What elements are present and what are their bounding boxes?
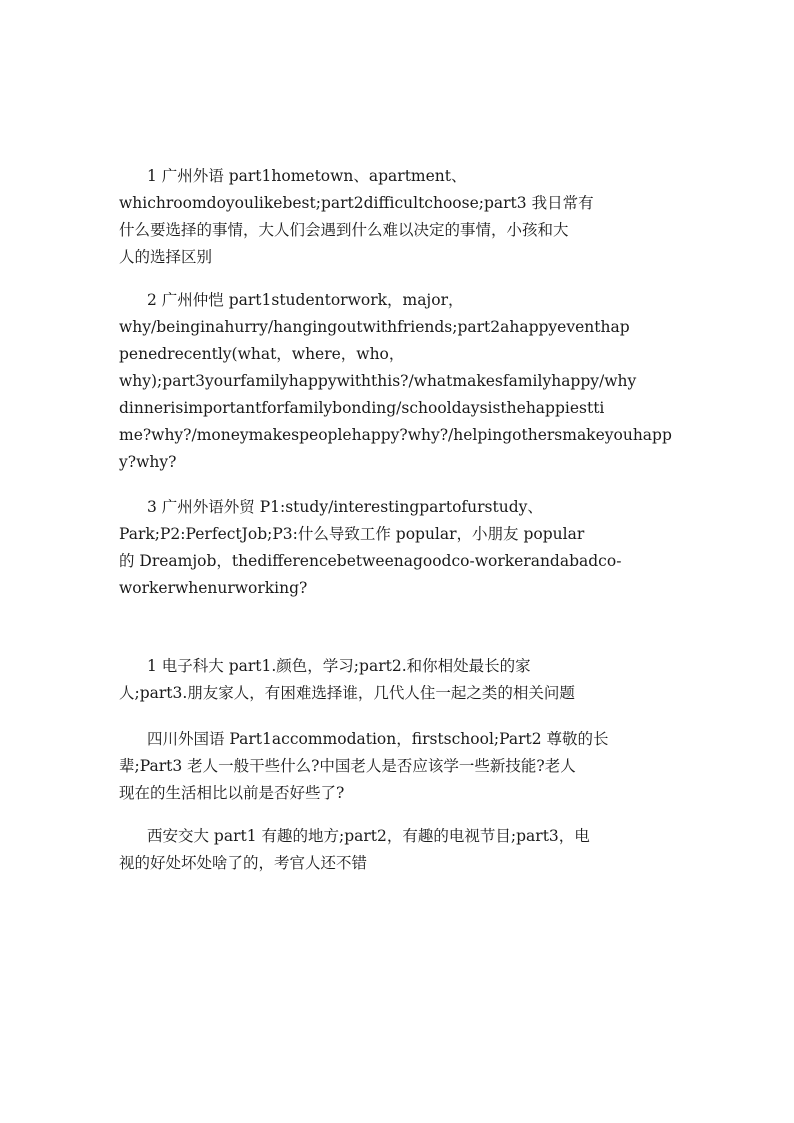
text-line: workerwhenurworking? (119, 579, 308, 597)
paragraph-guangzhou-foreign-languages (119, 163, 679, 271)
text-line: 人;part3.朋友家人，有困难选择谁，几代人住一起之类的相关问题 (119, 684, 575, 702)
paragraph-xian-jiaotong (119, 823, 679, 877)
text-line: 3 广州外语外贸 P1:study/interestingpartofurstudy、 (147, 498, 543, 516)
text-line: 视的好处坏处啥了的，考官人还不错 (119, 854, 368, 872)
paragraph-guangzhou-foreign-trade (119, 494, 679, 602)
text-line: 什么要选择的事情，大人们会遇到什么难以决定的事情，小孩和大 (119, 221, 569, 239)
text-line: Park;P2:PerfectJob;P3:什么导致工作 popular，小朋友 popular (119, 525, 585, 543)
text-line: why);part3yourfamilyhappywiththis?/whatmakesfamilyhappy/why (119, 372, 637, 390)
text-line: 四川外国语 Part1accommodation，firstschool;Part2 尊敬的长 (147, 730, 609, 748)
text-line: 2 广州仲恺 part1studentorwork，major， (147, 291, 464, 309)
text-line: 现在的生活相比以前是否好些了? (119, 784, 345, 802)
text-line: whichroomdoyoulikebest;part2difficultchoose;part3 我日常有 (119, 194, 594, 212)
text-line: penedrecently(what，where，who， (119, 345, 405, 363)
text-line: 西安交大 part1 有趣的地方;part2，有趣的电视节目;part3，电 (147, 827, 590, 845)
paragraph-guangzhou-zhongkai (119, 287, 679, 476)
text-line: y?why? (119, 453, 177, 471)
paragraph-sichuan-international-studies (119, 726, 679, 807)
paragraph-uestc (119, 653, 679, 707)
text-line: why/beinginahurry/hangingoutwithfriends;part2ahappyeventhap (119, 318, 630, 336)
text-line: dinnerisimportantforfamilybonding/schooldaysisthehappiestti (119, 399, 605, 417)
text-line: me?why?/moneymakespeoplehappy?why?/helpingothersmakeyouhapp (119, 426, 672, 444)
text-line: 1 电子科大 part1.颜色，学习;part2.和你相处最长的家 (147, 657, 531, 675)
text-line: 辈;Part3 老人一般干些什么?中国老人是否应该学一些新技能?老人 (119, 757, 576, 775)
text-line: 人的选择区别 (119, 248, 213, 266)
text-line: 1 广州外语 part1hometown、apartment、 (147, 167, 467, 185)
text-line: 的 Dreamjob，thedifferencebetweenagoodco-workerandabadco- (119, 552, 622, 570)
